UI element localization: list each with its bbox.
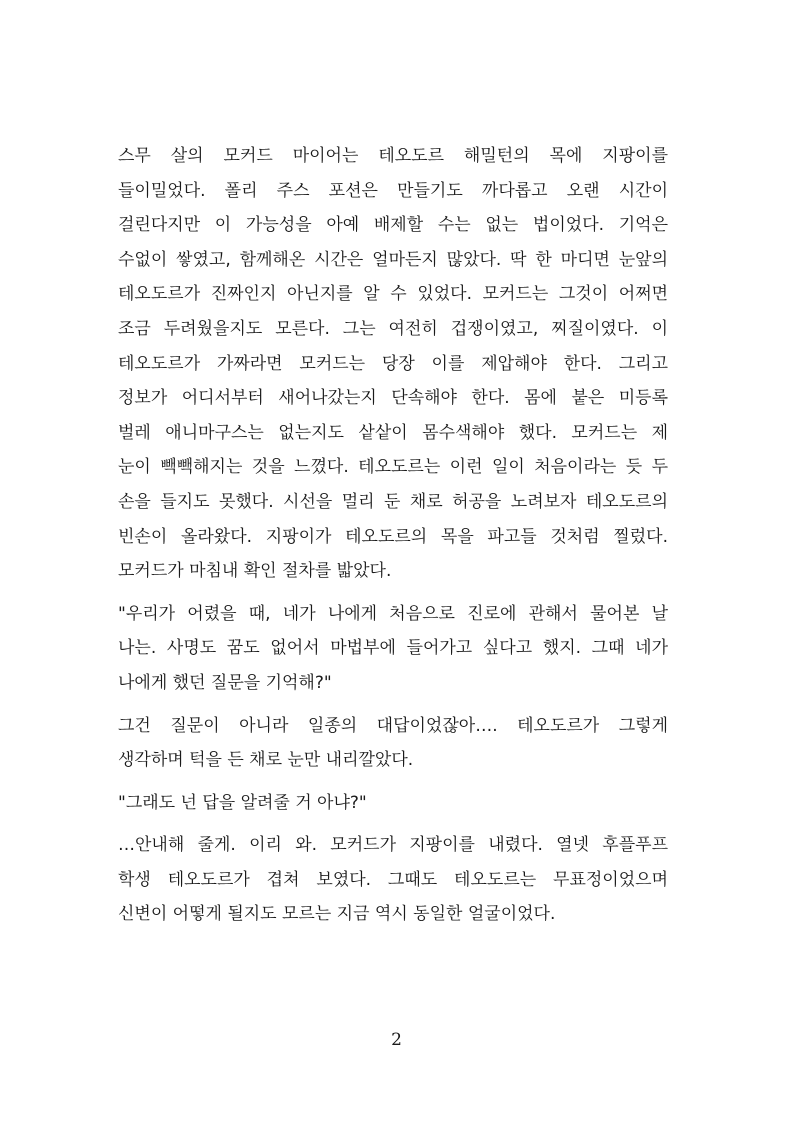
body-text (118, 139, 668, 940)
text-line: 테오도르가 진짜인지 아닌지를 알 수 있었다. 모커드는 그것이 어쩌면 (118, 284, 668, 305)
text-line: 눈이 빽빽해지는 것을 느꼈다. 테오도르는 이런 일이 처음이라는 듯 두 (118, 457, 668, 478)
text-line: 수없이 쌓였고, 함께해온 시간은 얼마든지 많았다. 딱 한 마디면 눈앞의 (118, 249, 668, 270)
text-line: 조금 두려웠을지도 모른다. 그는 여전히 겁쟁이였고, 찌질이였다. 이 (118, 318, 668, 339)
text-line: 그건 질문이 아니라 일종의 대답이었잖아…. 테오도르가 그렇게 (118, 715, 668, 736)
paragraph (118, 828, 668, 932)
text-line: 테오도르가 가짜라면 모커드는 당장 이를 제압해야 한다. 그리고 (118, 353, 668, 374)
paragraph (118, 786, 668, 821)
text-line: 벌레 애니마구스는 없는지도 샅샅이 몸수색해야 했다. 모커드는 제 (118, 422, 668, 443)
text-line: 모커드가 마침내 확인 절차를 밟았다. (118, 561, 392, 582)
text-line: 들이밀었다. 폴리 주스 포션은 만들기도 까다롭고 오랜 시간이 (118, 180, 668, 201)
text-line: 걸린다지만 이 가능성을 아예 배제할 수는 없는 법이었다. 기억은 (118, 215, 668, 236)
text-line: 생각하며 턱을 든 채로 눈만 내리깔았다. (118, 750, 414, 771)
text-line: 스무 살의 모커드 마이어는 테오도르 해밀턴의 목에 지팡이를 (118, 146, 668, 166)
paragraph (118, 139, 668, 589)
text-line: "그래도 넌 답을 알려줄 거 아냐?" (118, 792, 367, 813)
page-number: 2 (391, 1030, 402, 1050)
text-line: 학생 테오도르가 겹쳐 보였다. 그때도 테오도르는 무표정이었으며 (118, 869, 668, 890)
text-line: 나에게 했던 질문을 기억해?" (118, 672, 332, 693)
text-line: 나는. 사명도 꿈도 없어서 마법부에 들어가고 싶다고 했지. 그때 네가 (118, 638, 668, 659)
text-line: 정보가 어디서부터 새어나갔는지 단속해야 한다. 몸에 붙은 미등록 (118, 388, 668, 409)
text-line: 손을 들지도 못했다. 시선을 멀리 둔 채로 허공을 노려보자 테오도르의 (118, 491, 668, 512)
text-line: 신변이 어떻게 될지도 모르는 지금 역시 동일한 얼굴이었다. (118, 904, 556, 925)
text-line: …안내해 줄게. 이리 와. 모커드가 지팡이를 내렸다. 열넷 후플푸프 (118, 835, 668, 856)
text-line: "우리가 어렸을 때, 네가 나에게 처음으로 진로에 관해서 물어본 날 (118, 603, 668, 624)
paragraph (118, 597, 668, 701)
text-line: 빈손이 올라왔다. 지팡이가 테오도르의 목을 파고들 것처럼 찔렀다. (118, 526, 668, 547)
paragraph (118, 709, 668, 778)
